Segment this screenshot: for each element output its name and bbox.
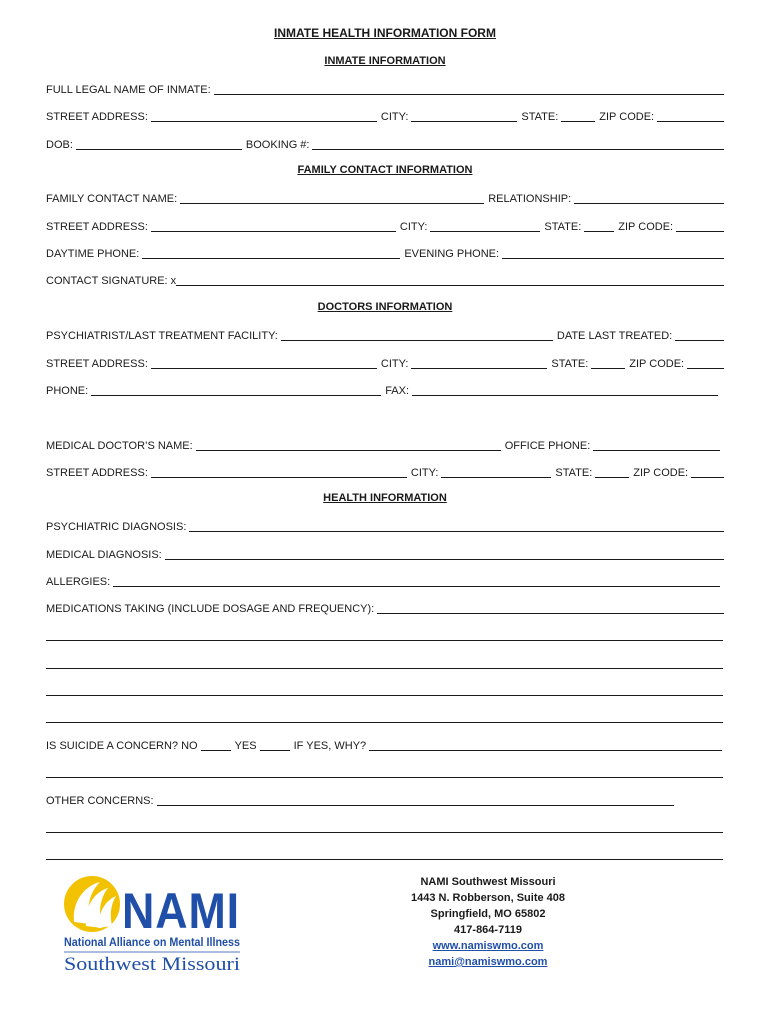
row-phones [46, 246, 724, 260]
city-label: CITY: [380, 111, 409, 123]
psychiatrist-field[interactable] [281, 329, 553, 341]
form-title: INMATE HEALTH INFORMATION FORM [274, 26, 496, 40]
row-dob-booking [46, 137, 724, 151]
sun-flame-icon [64, 876, 120, 932]
other-concerns-line-2[interactable] [46, 859, 723, 860]
row-inmate-address [46, 109, 724, 123]
zip-label: ZIP CODE: [629, 358, 685, 370]
if-yes-why-field[interactable] [369, 739, 722, 751]
psychiatrist-street-field[interactable] [151, 357, 377, 369]
row-psychiatric-diagnosis [46, 519, 724, 533]
psychiatrist-city-field[interactable] [411, 357, 547, 369]
date-last-treated-field[interactable] [675, 329, 724, 341]
row-other-concerns [46, 793, 724, 807]
suicide-yes-field[interactable] [260, 739, 290, 751]
row-phone-fax [46, 383, 724, 397]
phone-field[interactable] [91, 384, 381, 396]
suicide-concern-label: IS SUICIDE A CONCERN? NO [46, 740, 198, 752]
contact-email-link[interactable]: nami@namiswmo.com [428, 956, 548, 968]
medications-label: MEDICATIONS TAKING (INCLUDE DOSAGE AND FREQUENCY): [46, 603, 375, 615]
booking-label: BOOKING #: [245, 139, 310, 151]
section-heading-doctors: DOCTORS INFORMATION [317, 301, 453, 313]
medical-diagnosis-field[interactable] [165, 548, 724, 560]
medical-doctor-label: MEDICAL DOCTOR’S NAME: [46, 440, 193, 452]
street-address-label: STREET ADDRESS: [46, 111, 148, 123]
section-heading-health: HEALTH INFORMATION [323, 492, 447, 504]
row-psychiatrist [46, 328, 724, 342]
zip-label: ZIP CODE: [599, 111, 655, 123]
evening-phone-label: EVENING PHONE: [404, 248, 500, 260]
city-label: CITY: [410, 467, 439, 479]
contact-address-2: Springfield, MO 65802 [430, 908, 546, 920]
row-family-contact [46, 191, 724, 205]
medications-line-1[interactable] [46, 640, 723, 641]
contact-signature-label: CONTACT SIGNATURE: x [46, 275, 177, 287]
doctor-city-field[interactable] [441, 466, 551, 478]
phone-label: PHONE: [46, 385, 89, 397]
office-phone-field[interactable] [593, 439, 720, 451]
contact-phone: 417-864-7119 [454, 924, 522, 936]
allergies-label: ALLERGIES: [46, 576, 111, 588]
medications-line-2[interactable] [46, 668, 723, 669]
logo-tagline: National Alliance on Mental Illness [64, 937, 240, 949]
if-yes-why-label: IF YES, WHY? [293, 740, 367, 752]
other-concerns-line-1[interactable] [46, 832, 723, 833]
row-family-address [46, 219, 724, 233]
other-concerns-label: OTHER CONCERNS: [46, 795, 154, 807]
dob-label: DOB: [46, 139, 73, 151]
relationship-field[interactable] [574, 192, 724, 204]
contact-org: NAMI Southwest Missouri [420, 876, 556, 888]
nami-logo [62, 872, 244, 976]
suicide-no-field[interactable] [201, 739, 231, 751]
family-street-field[interactable] [151, 220, 396, 232]
section-heading-family: FAMILY CONTACT INFORMATION [297, 164, 473, 176]
relationship-label: RELATIONSHIP: [488, 193, 572, 205]
row-allergies [46, 574, 724, 588]
row-medical-diagnosis [46, 547, 724, 561]
street-address-label: STREET ADDRESS: [46, 221, 148, 233]
psychiatrist-state-field[interactable] [591, 357, 625, 369]
family-state-field[interactable] [584, 220, 614, 232]
contact-block [390, 874, 586, 970]
contact-website-link[interactable]: www.namiswmo.com [432, 940, 544, 952]
psychiatric-diagnosis-field[interactable] [189, 520, 724, 532]
contact-address-1: 1443 N. Robberson, Suite 408 [410, 892, 566, 904]
city-label: CITY: [399, 221, 428, 233]
doctor-street-field[interactable] [151, 466, 407, 478]
office-phone-label: OFFICE PHONE: [504, 440, 591, 452]
row-contact-signature [46, 273, 724, 287]
row-suicide-concern [46, 738, 724, 752]
row-full-name [46, 82, 724, 96]
fax-label: FAX: [385, 385, 410, 397]
zip-label: ZIP CODE: [618, 221, 674, 233]
city-label: CITY: [380, 358, 409, 370]
logo-region: Southwest Missouri [64, 954, 241, 975]
allergies-field[interactable] [113, 575, 720, 587]
family-contact-name-field[interactable] [180, 192, 484, 204]
inmate-city-field[interactable] [411, 110, 517, 122]
medical-doctor-field[interactable] [196, 439, 501, 451]
medications-line-4[interactable] [46, 722, 723, 723]
family-zip-field[interactable] [676, 220, 724, 232]
street-address-label: STREET ADDRESS: [46, 358, 148, 370]
zip-label: ZIP CODE: [633, 467, 689, 479]
state-label: STATE: [551, 358, 589, 370]
row-medical-doctor [46, 438, 724, 452]
evening-phone-field[interactable] [502, 247, 724, 259]
family-city-field[interactable] [430, 220, 540, 232]
daytime-phone-label: DAYTIME PHONE: [46, 248, 140, 260]
medications-line-3[interactable] [46, 695, 723, 696]
inmate-street-field[interactable] [151, 110, 377, 122]
other-concerns-field[interactable] [157, 794, 674, 806]
section-heading-inmate: INMATE INFORMATION [324, 55, 446, 67]
full-name-field[interactable] [214, 83, 724, 95]
psychiatric-diagnosis-label: PSYCHIATRIC DIAGNOSIS: [46, 521, 187, 533]
doctor-zip-field[interactable] [691, 466, 724, 478]
state-label: STATE: [544, 221, 582, 233]
psychiatrist-zip-field[interactable] [687, 357, 724, 369]
logo-wordmark: NAMI [122, 883, 240, 939]
date-last-treated-label: DATE LAST TREATED: [556, 330, 673, 342]
family-contact-name-label: FAMILY CONTACT NAME: [46, 193, 178, 205]
medical-diagnosis-label: MEDICAL DIAGNOSIS: [46, 549, 162, 561]
row-psychiatrist-address [46, 356, 724, 370]
medications-field[interactable] [377, 602, 724, 614]
suicide-yes-label: YES [234, 740, 257, 752]
full-name-label: FULL LEGAL NAME OF INMATE: [46, 84, 211, 96]
row-medications [46, 601, 724, 615]
row-doctor-address [46, 465, 724, 479]
daytime-phone-field[interactable] [142, 247, 400, 259]
fax-field[interactable] [412, 384, 718, 396]
inmate-zip-field[interactable] [657, 110, 724, 122]
state-label: STATE: [555, 467, 593, 479]
dob-field[interactable] [76, 138, 242, 150]
inmate-state-field[interactable] [561, 110, 595, 122]
state-label: STATE: [521, 111, 559, 123]
suicide-reason-line[interactable] [46, 777, 723, 778]
contact-signature-field[interactable] [176, 274, 724, 286]
booking-field[interactable] [312, 138, 724, 150]
street-address-label: STREET ADDRESS: [46, 467, 148, 479]
doctor-state-field[interactable] [595, 466, 629, 478]
psychiatrist-label: PSYCHIATRIST/LAST TREATMENT FACILITY: [46, 330, 278, 342]
